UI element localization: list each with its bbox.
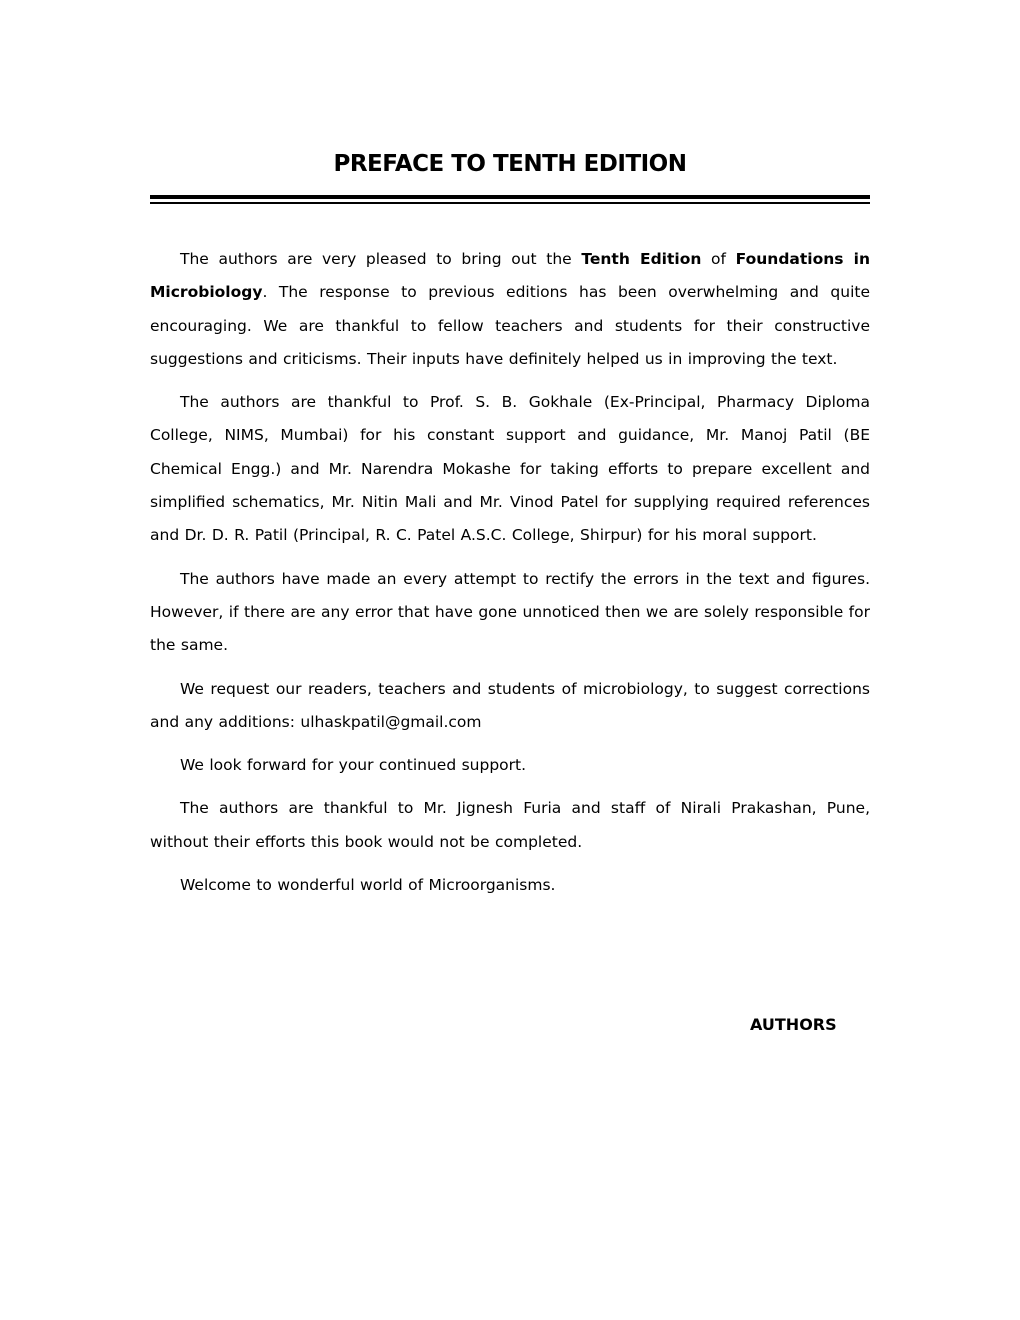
paragraph-request: We request our readers, teachers and students of microbiology, to suggest corrections and any additions: ulhaskpatil@gmail.com xyxy=(150,679,870,731)
title-double-rule xyxy=(150,195,870,204)
signature-authors: AUTHORS xyxy=(750,1015,837,1034)
page-title: PREFACE TO TENTH EDITION xyxy=(333,151,687,177)
intro-text-end: . The response to previous editions has been overwhelming and quite encouraging. We are thankful to fellow teachers and students for their constructive suggestions and criticisms. Their inputs have definitely helped us in improving the text. xyxy=(150,283,870,368)
title-rule-thin xyxy=(150,202,870,204)
paragraph-publisher: The authors are thankful to Mr. Jignesh Furia and staff of Nirali Prakashan, Pune, without their efforts this book would not be completed. xyxy=(150,799,870,851)
title-rule-thick xyxy=(150,195,870,199)
paragraph-support: We look forward for your continued support. xyxy=(180,756,527,775)
intro-text-of: of xyxy=(701,250,736,268)
preface-body xyxy=(150,243,870,912)
paragraph-intro xyxy=(150,243,870,376)
book-title: Foundations in Microbiology xyxy=(150,250,870,302)
paragraph-errors: The authors have made an every attempt to rectify the errors in the text and figures. However, if there are any error that have gone unnoticed then we are solely responsible for the same. xyxy=(150,569,870,655)
paragraph-acknowledgements: The authors are thankful to Prof. S. B. Gokhale (Ex-Principal, Pharmacy Diploma College, NIMS, Mumbai) for his constant support and guidance, Mr. Manoj Patil (BE Chemical Engg.) and Mr. Narendra Mokashe for taking efforts to prepare excellent and simplified schematics, Mr. Nitin Mali and Mr. Vinod Patel for supplying required references and Dr. D. R. Patil (Principal, R. C. Patel A.S.C. College, Shirpur) for his moral support. xyxy=(150,393,870,545)
paragraph-welcome: Welcome to wonderful world of Microorganisms. xyxy=(180,876,556,895)
edition-name: Tenth Edition xyxy=(581,250,702,268)
intro-text-start: The authors are very pleased to bring out the xyxy=(180,250,582,268)
